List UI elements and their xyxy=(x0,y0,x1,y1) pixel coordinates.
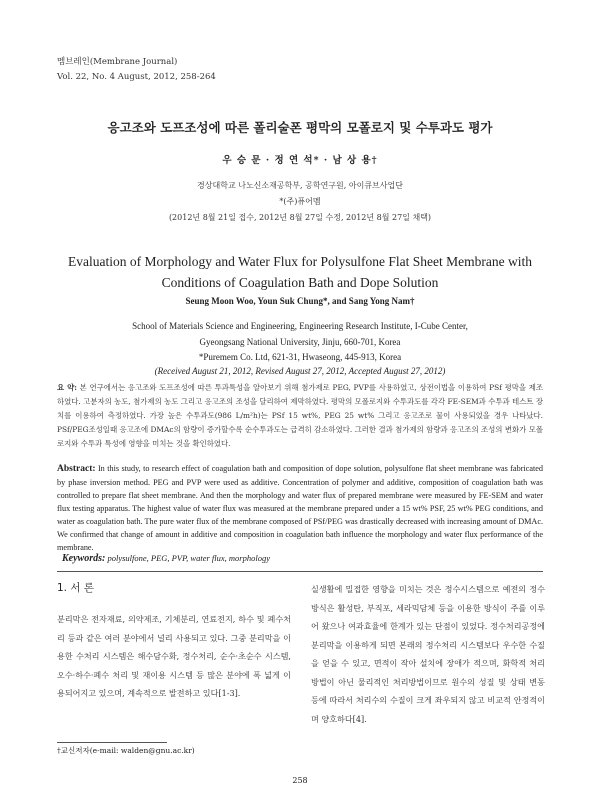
page-number: 258 xyxy=(292,776,308,785)
journal-header xyxy=(57,55,216,85)
title-english-line-2: Conditions of Coagulation Bath and Dope Solution xyxy=(161,275,439,290)
authors-korean: 우 승 문 · 정 연 석* · 남 상 용† xyxy=(222,155,378,166)
abstract-english-text: In this study, to research effect of coagulation bath and composition of dope solution, polysulfone flat sheet membrane was fabricated by phase inversion method. PEG and PVP were used as additive. Concentration of polymer and additive, composition of coagulation bath was controlled to prepare flat sheet membrane. And then the morphology and water flux of prepared membrane were measured by FE-SEM and water flux testing apparatus. The highest value of water flux was measured at the membrane prepared under a 15 wt% PSF, 25 wt% PEG conditions, and water as coagulation bath. The pure water flux of the membrane composed of PSf/PEG was drastically decreased with increasing amount of DMAc. We confirmed that change of amount in additive and composition in coagulation bath influence the morphology and water flux performance of the membrane. xyxy=(57,464,544,552)
authors-english: Seung Moon Woo, Youn Suk Chung*, and Sang Yong Nam† xyxy=(185,296,415,306)
abstract-korean-text: 본 연구에서는 응고조와 도프조성에 따른 투과특성을 알아보기 위해 첨가제로 PEG, PVP를 사용하였고, 상전이법을 이용하여 PSf 평막을 제조하였다. 고분자의 농도, 첨가제의 농도 그리고 응고조의 조성을 달리하여 제막하였다. 평막의 모폴로지와 수투과도를 각각 FE-SEM과 수투과 테스트 장치를 이용하여 측정하였다. 가장 높은 수투과도(986 L/m²h)는 PSf 15 wt%, PEG 25 wt% 그리고 응고조로 물이 사용되었을 경우 나타났다. PSf/PEG조성일때 응고조에 DMAc의 함량이 증가할수록 순수투과도는 급격히 감소하였다. 그러한 결과 첨가제의 함량과 응고조의 조성의 변화가 모폴로지와 수투과 특성에 영향을 미치는 것을 확인하였다. xyxy=(57,383,543,448)
section-heading: 1. 서 론 xyxy=(57,582,94,594)
affiliation-korean: 경상대학교 나노신소재공학부, 공학연구원, 아이큐브사업단 xyxy=(197,181,403,190)
journal-issue: Vol. 22, No. 4 August, 2012, 258-264 xyxy=(57,72,216,82)
footnote-divider xyxy=(57,742,167,743)
title-english xyxy=(0,251,600,293)
title-korean: 응고조와 도프조성에 따른 폴리술폰 평막의 모폴로지 및 수투과도 평가 xyxy=(107,120,493,135)
abstract-english xyxy=(57,462,543,554)
keywords-text: polysulfone, PEG, PVP, water flux, morphology xyxy=(107,553,270,563)
received-korean: (2012년 8월 21일 접수, 2012년 8월 27일 수정, 2012년 8월 27일 채택) xyxy=(168,213,432,222)
body-column-right: 실생활에 밀접한 영향을 미치는 것은 정수시스템으로 예전의 정수방식은 활성탄, 부직포, 세라믹담체 등을 이용한 방식이 주를 이루어 왔으나 여과효율에 한계가 있는 단점이 있었다. 정수처리공정에 분리막을 이용하게 되면 본래의 정수처리 시스템보다 우수한 수질을 얻을 수 있고, 면적이 작아 설치에 장애가 적으며, 화학적 처리방법이 아닌 물리적인 처리방법이므로 원수의 성질 및 상태 변동 등에 따라서 처리수의 수질이 크게 좌우되지 않고 비교적 안정적이며 양호하다[4]. xyxy=(311,584,545,724)
affiliation-english-line-1: School of Materials Science and Engineering, Engineering Research Institute, I-Cube Center, xyxy=(132,321,468,331)
affiliation-english-line-3: *Puremem Co. Ltd, 621-31, Hwaseong, 445-913, Korea xyxy=(198,352,402,362)
affiliation2-korean: *(주)퓨어멤 xyxy=(279,197,321,206)
title-english-line-1: Evaluation of Morphology and Water Flux for Polysulfone Flat Sheet Membrane with xyxy=(68,254,532,269)
keywords-label: Keywords: xyxy=(62,553,106,564)
footnote: †교신저자(e-mail: walden@gnu.ac.kr) xyxy=(57,746,195,755)
journal-name: 멤브레인(Membrane Journal) xyxy=(57,57,178,67)
abstract-korean-label: 요 약: xyxy=(57,383,77,392)
keywords xyxy=(62,553,270,564)
body-column-left: 분리막은 전자재료, 의약제조, 기체분리, 연료전지, 하수 및 폐수처리 등과 같은 여러 분야에서 널리 사용되고 있다. 그중 분리막을 이용한 수처리 시스템은 해수담수화, 정수처리, 순수·초순수 시스템, 오수·하수·폐수 처리 및 재이용 시스템 등 많은 분야에 폭 넓게 이용되어지고 있으며, 계속적으로 발전하고 있다[1-3]. xyxy=(57,614,291,698)
abstract-english-label: Abstract: xyxy=(57,464,96,474)
abstract-korean xyxy=(57,381,543,451)
divider xyxy=(57,571,543,572)
received-english: (Received August 21, 2012, Revised August 27, 2012, Accepted August 27, 2012) xyxy=(154,366,446,376)
affiliation-english-line-2: Gyeongsang National University, Jinju, 660-701, Korea xyxy=(199,337,401,347)
